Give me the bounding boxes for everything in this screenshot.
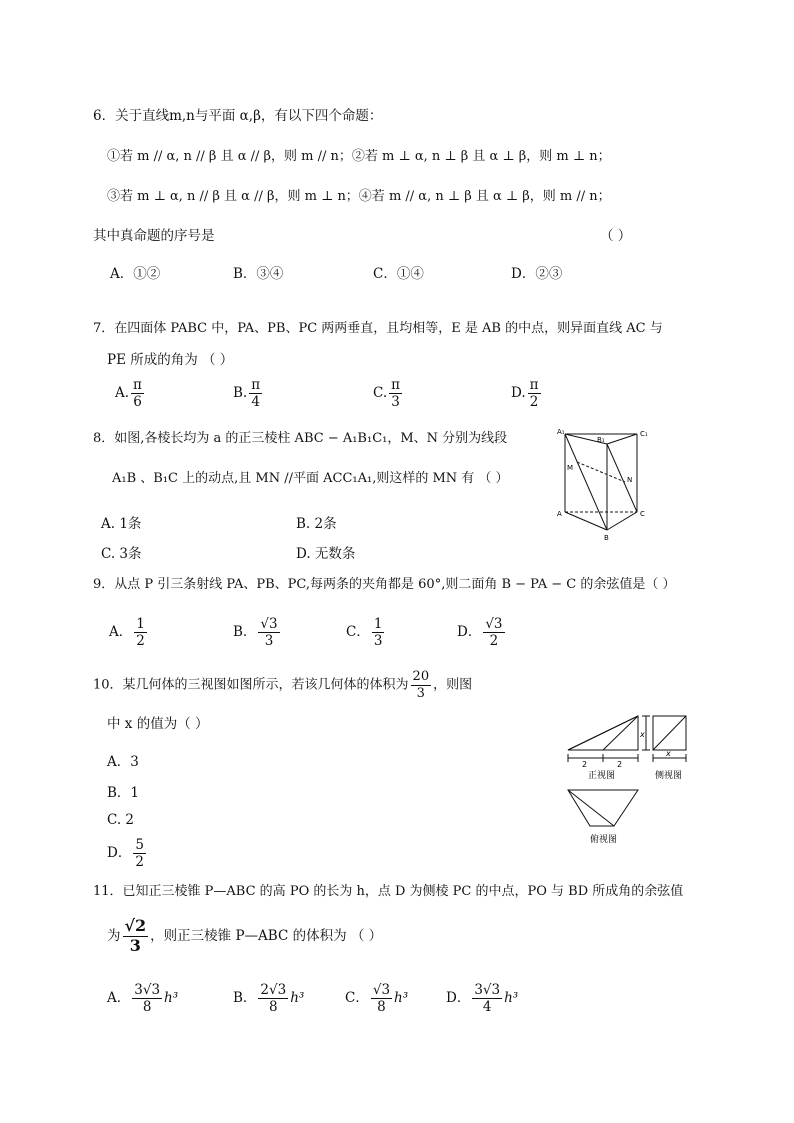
- label-n: N: [627, 476, 633, 484]
- denominator: 3: [373, 633, 383, 650]
- q7-line2: PE 所成的角为 （ ）: [107, 352, 234, 368]
- numerator: 2√3: [260, 982, 287, 998]
- denominator: 3: [264, 633, 274, 650]
- denominator: 3: [129, 935, 141, 955]
- front-dim-right: 2: [617, 760, 623, 769]
- q6-option-b[interactable]: B．③④: [233, 266, 284, 282]
- denominator: 3: [391, 394, 400, 411]
- denominator: 4: [482, 999, 492, 1016]
- three-view-figure: [560, 708, 700, 850]
- option-label: D．: [457, 624, 482, 641]
- cosine-fraction: [123, 918, 149, 955]
- q9-option-d[interactable]: [457, 617, 507, 648]
- option-label: C．: [345, 990, 369, 1007]
- fraction: [372, 617, 385, 648]
- fraction: [134, 617, 147, 648]
- numerator: 5: [135, 837, 144, 853]
- q10-option-d[interactable]: [107, 838, 148, 869]
- q6-line3: 其中真命题的序号是: [93, 228, 215, 244]
- option-label: A．: [107, 990, 131, 1007]
- q8-option-a[interactable]: A. 1条: [101, 516, 142, 532]
- denominator: 4: [251, 394, 260, 411]
- fraction: [371, 983, 392, 1014]
- denominator: 8: [377, 999, 386, 1016]
- front-dim-x: x: [640, 730, 645, 739]
- denominator: 3: [416, 685, 425, 701]
- numerator: 3√3: [474, 982, 501, 998]
- numerator: √3: [372, 982, 391, 998]
- fraction: [131, 378, 144, 409]
- q11-option-b[interactable]: [233, 983, 304, 1014]
- fraction: [132, 983, 162, 1014]
- h-cubed: h³: [504, 990, 519, 1007]
- q9-option-c[interactable]: [346, 617, 386, 648]
- q11-option-c[interactable]: [345, 983, 408, 1014]
- q11-line2: [107, 918, 382, 955]
- option-label: B.: [233, 385, 248, 402]
- q6-line1: ①若 m // α, n // β 且 α // β，则 m // n；②若 m ⊥ α, n ⊥ β 且 α ⊥ β，则 m ⊥ n；: [107, 149, 611, 164]
- option-label: D.: [511, 385, 526, 402]
- q8-option-c[interactable]: C. 3条: [101, 546, 142, 562]
- q11-option-a[interactable]: [107, 983, 178, 1014]
- q11-line2-post: ，则正三棱锥 P—ABC 的体积为 （ ）: [150, 927, 383, 944]
- front-view-label: 正视图: [588, 771, 616, 781]
- fraction: [258, 617, 279, 648]
- q7-option-b[interactable]: [233, 378, 264, 409]
- side-view-label: 侧视图: [655, 771, 683, 781]
- numerator: 1: [373, 616, 383, 632]
- label-c1: C₁: [640, 430, 648, 438]
- q10-option-c[interactable]: C. 2: [107, 812, 135, 828]
- fraction: [528, 378, 541, 409]
- q8-option-d[interactable]: D. 无数条: [296, 546, 356, 562]
- q6-answer-paren: （ ）: [600, 228, 632, 244]
- q10-option-b[interactable]: B．1: [107, 785, 140, 801]
- side-dim-x: x: [666, 749, 671, 758]
- q8-option-b[interactable]: B. 2条: [296, 516, 337, 532]
- fraction: [133, 838, 146, 869]
- fraction: [483, 617, 504, 648]
- q7-option-a[interactable]: [115, 378, 146, 409]
- q6-line2: ③若 m ⊥ α, n // β 且 α // β，则 m ⊥ n；④若 m // α, n ⊥ β 且 α ⊥ β，则 m // n；: [107, 189, 611, 204]
- option-label: B．: [233, 990, 257, 1007]
- denominator: 8: [269, 999, 278, 1016]
- q10-stem-pre: 10．某几何体的三视图如图所示，若该几何体的体积为: [93, 677, 409, 693]
- label-m: M: [567, 464, 574, 472]
- q9-option-a[interactable]: [109, 617, 149, 648]
- q10-option-a[interactable]: A．3: [107, 754, 139, 770]
- front-dim-left: 2: [582, 760, 588, 769]
- q9-option-b[interactable]: [233, 617, 282, 648]
- numerator: π: [251, 377, 261, 393]
- volume-fraction: [411, 670, 432, 700]
- top-view-label: 俯视图: [590, 835, 618, 845]
- denominator: 6: [133, 394, 142, 411]
- numerator: √3: [260, 616, 278, 632]
- fraction: [389, 378, 402, 409]
- option-label: A.: [115, 385, 130, 402]
- prism-figure: [555, 424, 660, 544]
- denominator: 2: [489, 633, 499, 650]
- q7-option-c[interactable]: [373, 378, 404, 409]
- numerator: π: [133, 377, 142, 393]
- option-label: A．: [109, 624, 133, 641]
- h-cubed: h³: [394, 990, 409, 1007]
- denominator: 2: [135, 854, 144, 871]
- q10-stem-post: ，则图: [433, 677, 473, 693]
- label-a1: A₁: [557, 428, 565, 436]
- q6-option-d[interactable]: D．②③: [511, 266, 563, 282]
- q6-option-a[interactable]: A．①②: [110, 266, 161, 282]
- fraction: [472, 983, 502, 1014]
- q11-line2-pre: 为: [107, 927, 121, 944]
- q11-option-d[interactable]: [446, 983, 518, 1014]
- option-label: D．: [107, 845, 132, 862]
- q6-option-c[interactable]: C．①④: [373, 266, 424, 282]
- label-b: B: [604, 534, 609, 542]
- h-cubed: h³: [290, 990, 305, 1007]
- q6-stem: 6．关于直线m,n与平面 α,β，有以下四个命题：: [93, 108, 383, 124]
- denominator: 2: [136, 633, 145, 650]
- numerator: 3√3: [134, 982, 161, 998]
- label-a: A: [557, 510, 562, 518]
- q9-stem: 9．从点 P 引三条射线 PA、PB、PC,每两条的夹角都是 60°,则二面角 B − PA − C 的余弦值是（ ）: [93, 577, 676, 592]
- h-cubed: h³: [164, 990, 179, 1007]
- denominator: 8: [142, 999, 152, 1016]
- q7-stem: 7．在四面体 PABC 中，PA、PB、PC 两两垂直，且均相等，E 是 AB 的中点，则异面直线 AC 与: [93, 321, 663, 336]
- q10-stem: [93, 670, 472, 700]
- q8-line2: A₁B 、B₁C 上的动点,且 MN //平面 ACC₁A₁,则这样的 MN 有 （ ）: [112, 471, 509, 486]
- fraction: [249, 378, 262, 409]
- option-label: D．: [446, 990, 471, 1007]
- numerator: 20: [412, 669, 430, 684]
- option-label: C．: [346, 624, 370, 641]
- numerator: √2: [124, 916, 147, 935]
- label-c: C: [640, 510, 645, 518]
- q8-stem: 8．如图,各棱长均为 a 的正三棱柱 ABC − A₁B₁C₁，M、N 分别为线段: [93, 431, 508, 446]
- option-label: B．: [233, 624, 257, 641]
- q7-option-d[interactable]: [511, 378, 543, 409]
- q11-stem: 11．已知正三棱锥 P—ABC 的高 PO 的长为 h，点 D 为侧棱 PC 的中点，PO 与 BD 所成角的余弦值: [93, 884, 684, 899]
- numerator: π: [529, 377, 539, 393]
- denominator: 2: [529, 394, 539, 411]
- numerator: 1: [136, 616, 145, 632]
- label-b1: B₁: [597, 436, 605, 444]
- fraction: [258, 983, 288, 1014]
- q10-line2: 中 x 的值为（ ）: [107, 716, 209, 732]
- numerator: π: [391, 377, 401, 393]
- numerator: √3: [485, 616, 503, 632]
- option-label: C.: [373, 385, 388, 402]
